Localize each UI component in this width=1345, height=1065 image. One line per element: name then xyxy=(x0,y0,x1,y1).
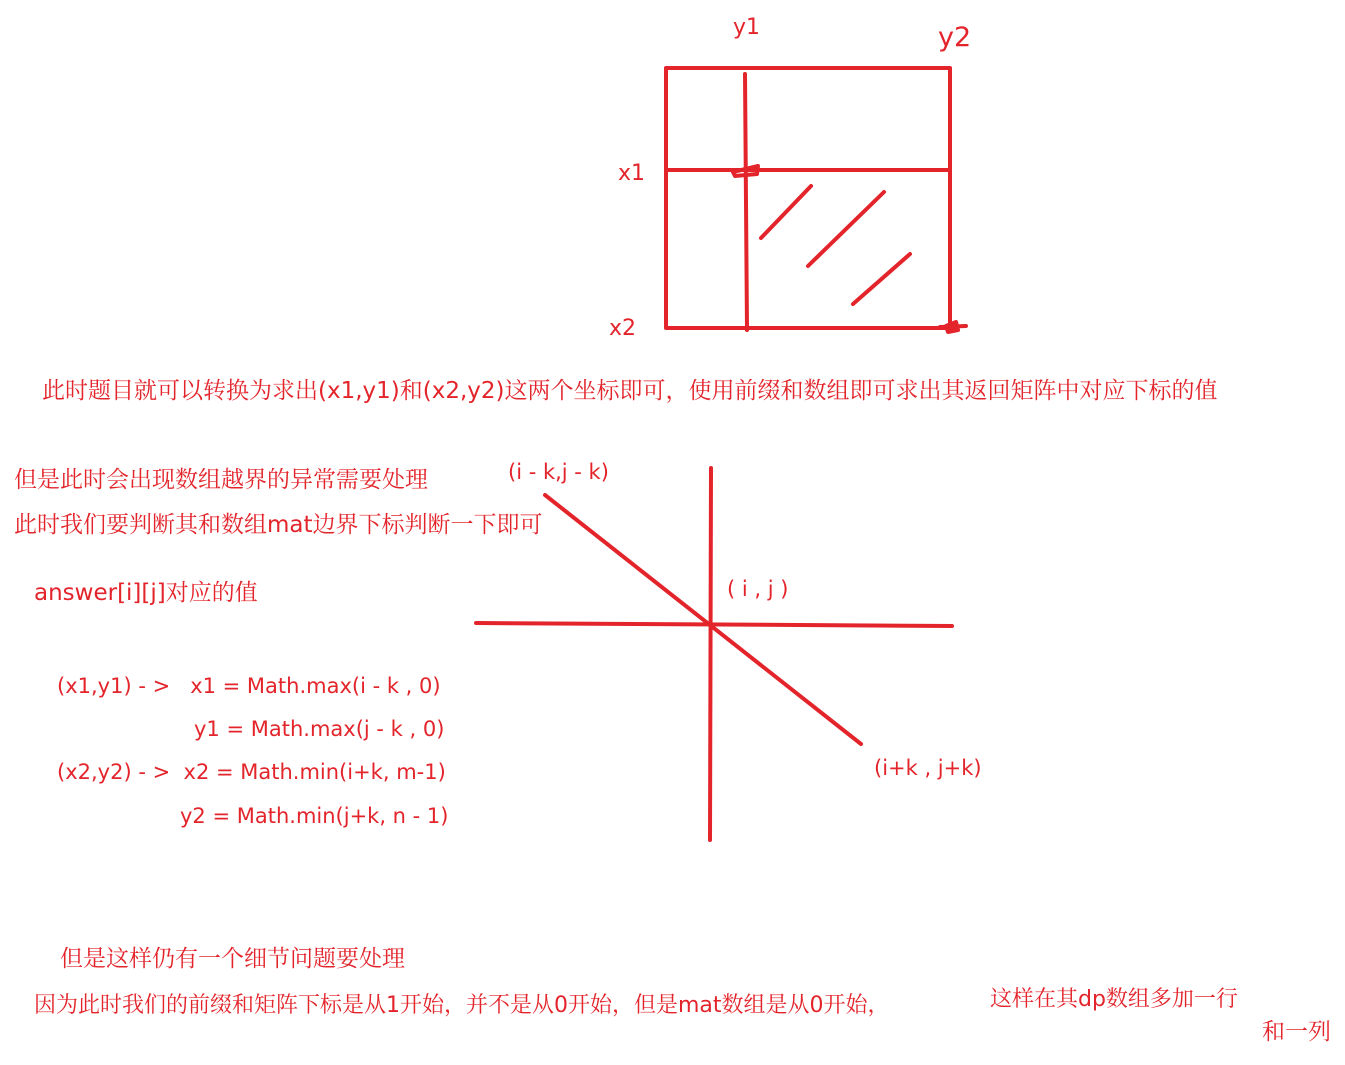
y1-vertical-line xyxy=(745,74,747,330)
hatch-line-2 xyxy=(808,192,884,266)
outer-matrix-rect xyxy=(666,68,950,328)
label-x1: x1 xyxy=(618,161,646,186)
label-y1: y1 xyxy=(733,15,761,40)
detail-note-line3: 和一列 xyxy=(1262,1019,1331,1045)
label-center-point: ( i , j ) xyxy=(727,577,789,601)
boundary-note-line2: 此时我们要判断其和数组mat边界下标判断一下即可 xyxy=(14,512,543,538)
label-top-left-corner: (i - k,j - k) xyxy=(508,460,609,484)
detail-note-line1: 但是这样仍有一个细节问题要处理 xyxy=(60,946,405,972)
detail-note-line2b: 这样在其dp数组多加一行 xyxy=(990,987,1238,1012)
label-y2: y2 xyxy=(938,22,972,53)
detail-note-line2: 因为此时我们的前缀和矩阵下标是从1开始，并不是从0开始，但是mat数组是从0开始， xyxy=(34,993,890,1018)
label-x2: x2 xyxy=(609,316,637,341)
hatch-line-3 xyxy=(853,254,910,304)
formula-row-1: (x1,y1) - > x1 = Math.max(i - k , 0) xyxy=(57,674,441,698)
cross-horizontal-axis xyxy=(476,623,952,626)
cross-vertical-axis xyxy=(710,468,711,840)
hatch-line-1 xyxy=(761,186,811,238)
summary-line: 此时题目就可以转换为求出(x1,y1)和(x2,y2)这两个坐标即可，使用前缀和数组即可求出其返回矩阵中对应下标的值 xyxy=(42,378,1218,404)
answer-label: answer[i][j]对应的值 xyxy=(34,580,258,606)
cross-diagonal-line xyxy=(545,495,861,744)
label-bottom-right-corner: (i+k , j+k) xyxy=(874,756,982,780)
boundary-note-line1: 但是此时会出现数组越界的异常需要处理 xyxy=(14,467,428,493)
formula-row-2: y1 = Math.max(j - k , 0) xyxy=(194,717,445,741)
formula-row-4: y2 = Math.min(j+k, n - 1) xyxy=(180,804,449,828)
formula-row-3: (x2,y2) - > x2 = Math.min(i+k, m-1) xyxy=(57,760,446,784)
bottom-right-tick xyxy=(940,326,966,327)
